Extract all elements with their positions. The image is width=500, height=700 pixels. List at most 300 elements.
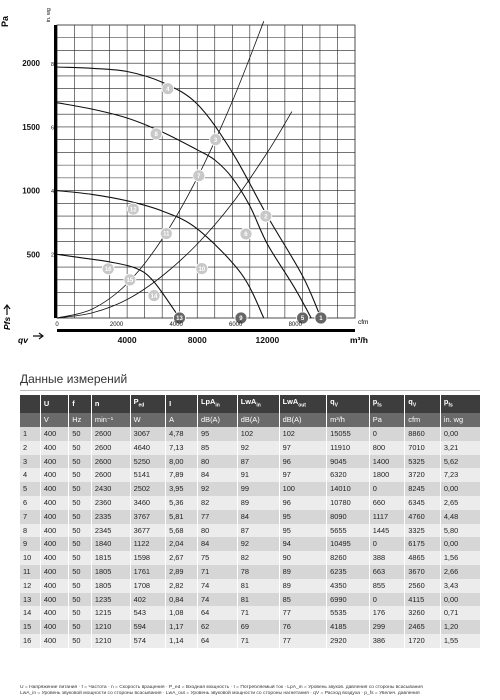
- table-cell: 3: [20, 455, 40, 469]
- table-row: [20, 537, 480, 551]
- table-cell: 7,23: [440, 468, 480, 482]
- legend-line-1: U = Напряжение питания · f = Частота · n = Скорость вращения · P_ed = Входная мощность · I = Потребляемый ток · LpA_in = Уровень звуков. давления со стороны всасывания: [20, 685, 423, 690]
- table-row: [20, 468, 480, 482]
- table-cell: 4: [20, 468, 40, 482]
- table-cell: 0,00: [440, 593, 480, 607]
- table-cell: 400: [40, 482, 68, 496]
- table-cell: 3670: [405, 565, 441, 579]
- table-cell: 5,80: [440, 524, 480, 538]
- table-cell: 84: [198, 537, 238, 551]
- fan-curves: [57, 67, 321, 318]
- table-cell: 81: [237, 593, 279, 607]
- table-cell: 77: [198, 510, 238, 524]
- table-cell: 96: [279, 455, 327, 469]
- table-cell: 74: [198, 593, 238, 607]
- table-cell: 5655: [327, 524, 370, 538]
- table-cell: 400: [40, 606, 68, 620]
- table-cell: 0,00: [440, 537, 480, 551]
- table-cell: 7010: [405, 441, 441, 455]
- table-cell: 400: [40, 455, 68, 469]
- table-cell: 1805: [91, 579, 130, 593]
- table-row: [20, 551, 480, 565]
- table-row: [20, 606, 480, 620]
- table-cell: 400: [40, 551, 68, 565]
- table-title: Данные измерений: [20, 372, 128, 386]
- table-row: [20, 455, 480, 469]
- table-cell: 6: [20, 496, 40, 510]
- table-cell: 92: [237, 537, 279, 551]
- table-cell: 1: [20, 427, 40, 441]
- table-cell: 800: [369, 441, 405, 455]
- table-cell: 50: [69, 579, 92, 593]
- operating-point-label: 16: [104, 267, 112, 274]
- table-unit-cell: dB(A): [237, 413, 279, 427]
- table-row: [20, 427, 480, 441]
- system-curve: [57, 21, 264, 318]
- legend-line-2: LwA_in = Уровень звуковой мощности со стороны всасывания · LwA_out = Уровень звуковой мощности со стороны нагнетания · qV = Расход воздуха · p_fs = Увелич. давления: [20, 691, 420, 697]
- table-unit-cell: Hz: [69, 413, 92, 427]
- table-cell: 81: [237, 579, 279, 593]
- table-cell: 14: [20, 606, 40, 620]
- table-cell: 80: [198, 455, 238, 469]
- table-cell: 388: [369, 551, 405, 565]
- x-tick-label-cfm: 6000: [229, 322, 243, 328]
- table-header-cell: $P_{ed}$: [130, 395, 166, 413]
- table-cell: 97: [279, 441, 327, 455]
- table-cell: 1,56: [440, 551, 480, 565]
- table-cell: 1,55: [440, 634, 480, 648]
- table-header-cell: I: [166, 395, 198, 413]
- table-cell: 0,71: [440, 606, 480, 620]
- table-cell: 82: [198, 496, 238, 510]
- table-header-cell: LpA$_{in}$: [198, 395, 238, 413]
- table-cell: 0: [369, 427, 405, 441]
- table-cell: 663: [369, 565, 405, 579]
- table-cell: 400: [40, 441, 68, 455]
- table-cell: 400: [40, 510, 68, 524]
- table-cell: 50: [69, 482, 92, 496]
- table-cell: 6235: [327, 565, 370, 579]
- table-cell: 1761: [130, 565, 166, 579]
- y-tick-label-inwg: 8: [50, 62, 54, 69]
- table-cell: 1210: [91, 634, 130, 648]
- table-cell: 74: [198, 579, 238, 593]
- table-cell: 64: [198, 634, 238, 648]
- header-subscript: in: [215, 402, 220, 409]
- header-subscript: ed: [138, 402, 145, 409]
- fan-curve: [57, 254, 180, 318]
- table-unit-cell: dB(A): [279, 413, 327, 427]
- header-subscript: fs: [377, 402, 382, 409]
- header-subscript: out: [298, 402, 306, 409]
- table-cell: 5535: [327, 606, 370, 620]
- table-cell: 6175: [405, 537, 441, 551]
- table-cell: 84: [237, 510, 279, 524]
- table-cell: 2,67: [166, 551, 198, 565]
- table-cell: 3720: [405, 468, 441, 482]
- table-cell: 84: [198, 468, 238, 482]
- table-cell: 50: [69, 524, 92, 538]
- operating-point-label: 4: [166, 86, 170, 93]
- table-cell: 4865: [405, 551, 441, 565]
- table-cell: 3460: [130, 496, 166, 510]
- table-cell: 4,78: [166, 427, 198, 441]
- table-cell: 64: [198, 606, 238, 620]
- header-subscript: V: [334, 402, 338, 409]
- table-cell: 4350: [327, 579, 370, 593]
- table-cell: 96: [279, 496, 327, 510]
- table-cell: 2600: [91, 468, 130, 482]
- table-header-cell: f: [69, 395, 92, 413]
- x-tick-label-m3h: 12000: [255, 335, 280, 345]
- table-cell: 1122: [130, 537, 166, 551]
- table-units-row: [20, 413, 480, 427]
- y-tick-label-inwg: 6: [50, 125, 54, 132]
- table-cell: 3067: [130, 427, 166, 441]
- table-cell: 15055: [327, 427, 370, 441]
- table-cell: 94: [279, 537, 327, 551]
- table-cell: 400: [40, 620, 68, 634]
- table-cell: 16: [20, 634, 40, 648]
- table-cell: 5325: [405, 455, 441, 469]
- table-cell: 1598: [130, 551, 166, 565]
- table-cell: 76: [279, 620, 327, 634]
- operating-point-label: 3: [213, 137, 218, 144]
- table-cell: 400: [40, 537, 68, 551]
- table-header-cell: U: [40, 395, 68, 413]
- table-cell: 102: [279, 427, 327, 441]
- table-row: [20, 482, 480, 496]
- table-cell: 5,36: [166, 496, 198, 510]
- table-cell: 5: [20, 482, 40, 496]
- table-cell: 92: [198, 482, 238, 496]
- table-cell: 50: [69, 620, 92, 634]
- operating-point-label: 5: [300, 316, 305, 323]
- table-cell: 0,00: [440, 482, 480, 496]
- table-cell: 50: [69, 634, 92, 648]
- table-cell: 10495: [327, 537, 370, 551]
- table-cell: 299: [369, 620, 405, 634]
- table-cell: 13: [20, 593, 40, 607]
- table-cell: 2600: [91, 455, 130, 469]
- table-cell: 14010: [327, 482, 370, 496]
- table-row: [20, 510, 480, 524]
- table-cell: 3,21: [440, 441, 480, 455]
- y-tick-label-pa: 1500: [22, 122, 40, 132]
- table-cell: 2: [20, 441, 40, 455]
- table-cell: 1400: [369, 455, 405, 469]
- table-cell: 11: [20, 565, 40, 579]
- table-cell: 4185: [327, 620, 370, 634]
- table-cell: 2,04: [166, 537, 198, 551]
- table-unit-cell: W: [130, 413, 166, 427]
- measurement-table: [20, 395, 480, 648]
- table-cell: 0: [369, 482, 405, 496]
- fan-curve: [57, 103, 311, 318]
- table-cell: 1445: [369, 524, 405, 538]
- table-cell: 400: [40, 496, 68, 510]
- operating-point-label: 8: [154, 132, 158, 139]
- table-cell: 3325: [405, 524, 441, 538]
- table-cell: 2600: [91, 427, 130, 441]
- operating-point-label: 11: [163, 231, 170, 238]
- table-cell: 543: [130, 606, 166, 620]
- header-subscript: in: [256, 402, 261, 409]
- operating-point-label: 10: [198, 266, 206, 273]
- table-cell: 4115: [405, 593, 441, 607]
- table-unit-cell: [20, 413, 40, 427]
- x-arrow-icon: [33, 333, 43, 339]
- y-tick-label-inwg: 2: [50, 252, 54, 259]
- table-cell: 91: [237, 468, 279, 482]
- table-cell: 50: [69, 565, 92, 579]
- table-cell: 2430: [91, 482, 130, 496]
- table-cell: 8260: [327, 551, 370, 565]
- table-cell: 50: [69, 496, 92, 510]
- table-cell: 1,20: [440, 620, 480, 634]
- table-unit-cell: A: [166, 413, 198, 427]
- table-cell: 50: [69, 455, 92, 469]
- table-unit-cell: in. wg: [440, 413, 480, 427]
- table-cell: 50: [69, 510, 92, 524]
- table-cell: 2,66: [440, 565, 480, 579]
- table-cell: 100: [279, 482, 327, 496]
- table-unit-cell: V: [40, 413, 68, 427]
- table-cell: 12: [20, 579, 40, 593]
- table-cell: 92: [237, 441, 279, 455]
- table-cell: 77: [279, 606, 327, 620]
- table-cell: 5,62: [440, 455, 480, 469]
- table-cell: 0: [369, 537, 405, 551]
- table-cell: 1,08: [166, 606, 198, 620]
- table-cell: 594: [130, 620, 166, 634]
- table-cell: 8090: [327, 510, 370, 524]
- operating-point-label: 12: [129, 207, 137, 214]
- table-cell: 574: [130, 634, 166, 648]
- table-cell: 50: [69, 606, 92, 620]
- table-cell: 2360: [91, 496, 130, 510]
- table-cell: 2335: [91, 510, 130, 524]
- operating-point-label: 2: [264, 214, 268, 221]
- table-cell: 10: [20, 551, 40, 565]
- table-cell: 2,82: [166, 579, 198, 593]
- table-cell: 3,43: [440, 579, 480, 593]
- table-cell: 97: [279, 468, 327, 482]
- table-header-cell: LwA$_{out}$: [279, 395, 327, 413]
- table-cell: 0: [369, 593, 405, 607]
- table-row: [20, 593, 480, 607]
- table-header-cell: LwA$_{in}$: [237, 395, 279, 413]
- table-header-cell: $p_{fs}$: [369, 395, 405, 413]
- table-row: [20, 634, 480, 648]
- table-row: [20, 579, 480, 593]
- table-cell: 5,68: [166, 524, 198, 538]
- table-cell: 85: [198, 441, 238, 455]
- table-row: [20, 620, 480, 634]
- table-cell: 50: [69, 468, 92, 482]
- x-tick-label-m3h: 4000: [117, 335, 137, 345]
- table-cell: 5141: [130, 468, 166, 482]
- table-cell: 8: [20, 524, 40, 538]
- table-unit-cell: min⁻¹: [91, 413, 130, 427]
- operating-point-label: 14: [150, 293, 158, 300]
- table-cell: 176: [369, 606, 405, 620]
- table-cell: 71: [237, 606, 279, 620]
- table-cell: 95: [279, 524, 327, 538]
- table-cell: 89: [279, 579, 327, 593]
- table-cell: 50: [69, 441, 92, 455]
- table-cell: 78: [237, 565, 279, 579]
- table-cell: 400: [40, 427, 68, 441]
- table-cell: 1,14: [166, 634, 198, 648]
- operating-point-label: 6: [244, 232, 248, 239]
- table-cell: 80: [198, 524, 238, 538]
- table-row: [20, 524, 480, 538]
- table-cell: 1800: [369, 468, 405, 482]
- x-unit-secondary: cfm: [358, 319, 369, 326]
- table-cell: 1720: [405, 634, 441, 648]
- table-cell: 660: [369, 496, 405, 510]
- table-cell: 1840: [91, 537, 130, 551]
- table-cell: 7,13: [166, 441, 198, 455]
- table-cell: 4,48: [440, 510, 480, 524]
- y-tick-label-pa: 1000: [22, 186, 40, 196]
- table-unit-cell: cfm: [405, 413, 441, 427]
- y-arrow-icon: [4, 305, 10, 315]
- table-header-row: [20, 395, 480, 413]
- operating-point-label: 7: [197, 173, 201, 180]
- table-cell: 89: [279, 565, 327, 579]
- table-body: [20, 427, 480, 648]
- table-cell: 77: [279, 634, 327, 648]
- table-cell: 9045: [327, 455, 370, 469]
- table-cell: 50: [69, 551, 92, 565]
- table-header-cell: n: [91, 395, 130, 413]
- table-unit-cell: m³/h: [327, 413, 370, 427]
- x-tick-label-cfm: 0: [55, 322, 59, 328]
- table-cell: 400: [40, 593, 68, 607]
- table-cell: 11910: [327, 441, 370, 455]
- y-unit-secondary: in. wg: [46, 8, 52, 23]
- table-cell: 2,89: [166, 565, 198, 579]
- table-cell: 6990: [327, 593, 370, 607]
- table-cell: 2560: [405, 579, 441, 593]
- table-cell: 2,65: [440, 496, 480, 510]
- fan-curve: [57, 67, 321, 318]
- x-tick-label-m3h: 8000: [187, 335, 207, 345]
- table-cell: 400: [40, 565, 68, 579]
- table-cell: 855: [369, 579, 405, 593]
- table-cell: 10780: [327, 496, 370, 510]
- table-cell: 62: [198, 620, 238, 634]
- operating-point-label: 15: [126, 278, 134, 285]
- table-cell: 8,00: [166, 455, 198, 469]
- table-cell: 2600: [91, 441, 130, 455]
- table-cell: 5250: [130, 455, 166, 469]
- table-cell: 1708: [130, 579, 166, 593]
- table-cell: 3767: [130, 510, 166, 524]
- table-cell: 1117: [369, 510, 405, 524]
- table-cell: 89: [237, 496, 279, 510]
- table-cell: 50: [69, 427, 92, 441]
- table-cell: 6345: [405, 496, 441, 510]
- table-row: [20, 441, 480, 455]
- table-cell: 1815: [91, 551, 130, 565]
- table-cell: 400: [40, 524, 68, 538]
- table-row: [20, 496, 480, 510]
- table-cell: 2465: [405, 620, 441, 634]
- table-cell: 400: [40, 468, 68, 482]
- table-cell: 0,00: [440, 427, 480, 441]
- header-subscript: V: [412, 402, 417, 409]
- title-divider: [20, 390, 480, 391]
- y-axis-label: Pfs: [2, 316, 12, 330]
- table-cell: 87: [237, 455, 279, 469]
- x-tick-label-cfm: 4000: [169, 322, 183, 328]
- y-axis-bar: [54, 25, 57, 318]
- table-row: [20, 565, 480, 579]
- table-cell: 90: [279, 551, 327, 565]
- table-cell: 87: [237, 524, 279, 538]
- table-header-cell: $q_V$: [327, 395, 370, 413]
- x-tick-label-cfm: 2000: [109, 322, 124, 328]
- table-cell: 15: [20, 620, 40, 634]
- table-cell: 4760: [405, 510, 441, 524]
- y-tick-label-inwg: 4: [50, 189, 54, 196]
- table-cell: 1805: [91, 565, 130, 579]
- table-unit-cell: dB(A): [198, 413, 238, 427]
- table-cell: 2920: [327, 634, 370, 648]
- table-cell: 50: [69, 593, 92, 607]
- table-cell: 75: [198, 551, 238, 565]
- table-cell: 2345: [91, 524, 130, 538]
- table-cell: 400: [40, 579, 68, 593]
- table-cell: 0,84: [166, 593, 198, 607]
- table-cell: 2502: [130, 482, 166, 496]
- table-cell: 8245: [405, 482, 441, 496]
- table-cell: 50: [69, 537, 92, 551]
- table-cell: 4640: [130, 441, 166, 455]
- table-cell: 71: [237, 634, 279, 648]
- table-cell: 6320: [327, 468, 370, 482]
- table-legend: [20, 685, 490, 698]
- y-tick-label-pa: 500: [26, 250, 40, 260]
- table-cell: 102: [237, 427, 279, 441]
- table-cell: 1215: [91, 606, 130, 620]
- table-cell: 386: [369, 634, 405, 648]
- operating-point-label: 9: [239, 316, 243, 323]
- table-cell: 400: [40, 634, 68, 648]
- table-header-cell: $q_V$: [405, 395, 441, 413]
- operating-point-label: 1: [319, 316, 323, 323]
- table-cell: 1235: [91, 593, 130, 607]
- y-tick-label-pa: 2000: [22, 59, 40, 69]
- table-cell: 402: [130, 593, 166, 607]
- y-unit-main: Pa: [0, 16, 10, 28]
- table-header-cell: [20, 395, 40, 413]
- header-subscript: fs: [448, 402, 453, 409]
- table-unit-cell: Pa: [369, 413, 405, 427]
- operating-point-label: 13: [176, 316, 183, 323]
- table-cell: 3,95: [166, 482, 198, 496]
- table-cell: 7: [20, 510, 40, 524]
- table-cell: 1210: [91, 620, 130, 634]
- table-cell: 95: [279, 510, 327, 524]
- table-cell: 3677: [130, 524, 166, 538]
- table-cell: 8860: [405, 427, 441, 441]
- x-unit-main: m³/h: [350, 335, 368, 345]
- table-cell: 69: [237, 620, 279, 634]
